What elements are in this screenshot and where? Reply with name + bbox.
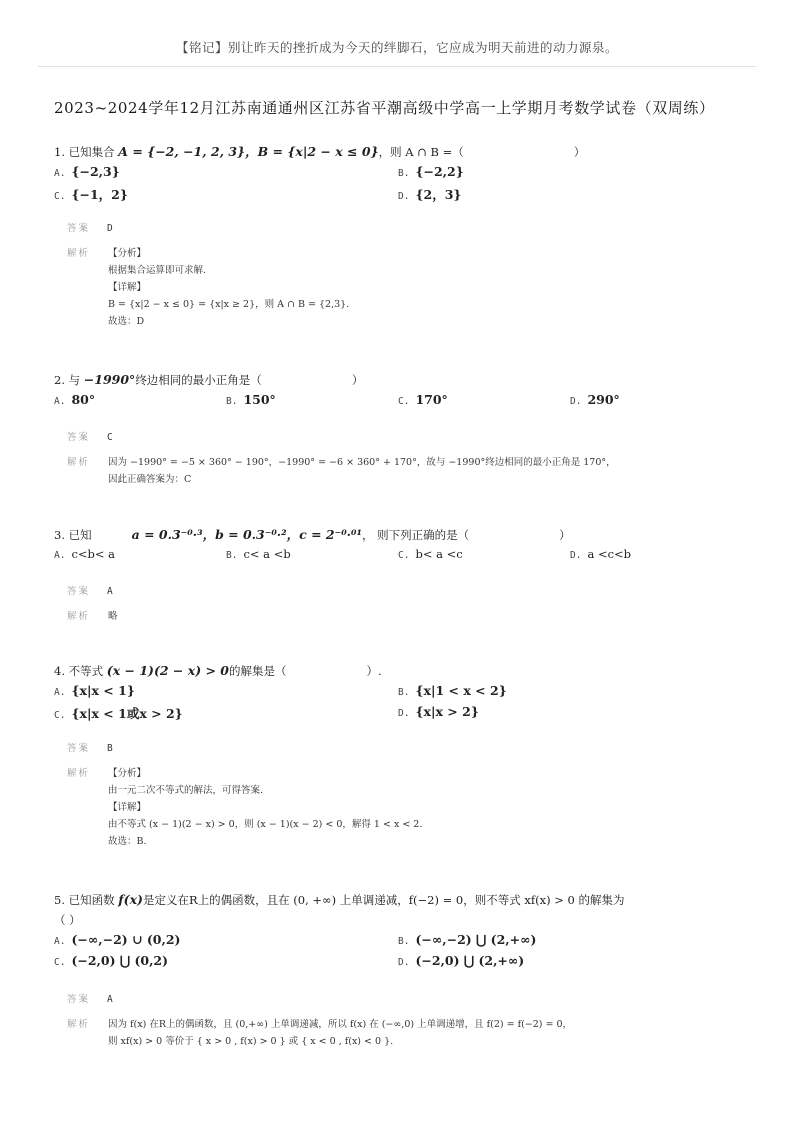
question-3 (54, 526, 754, 568)
options (54, 389, 754, 413)
question-stem: 2. 与 −1990°终边相同的最小正角是（ ） (54, 372, 364, 387)
options (54, 161, 754, 205)
header-divider (38, 66, 756, 67)
question-5: 5. 已知函数 f(x)是定义在R上的偶函数，且在 (0, +∞) 上单调递减，f(−2) = 0，则不等式 xf(x) > 0 的解集为 （ ） A. (−∞,−2) ∪ (0,2) B. (−∞,−2) ⋃ (2,+∞) C. (−2,0) ⋃ (0,2) D. (−2,0) ⋃ (2,+∞) (54, 891, 754, 973)
analysis-2: 解析 因为 −1990° = −5 × 360° − 190°，−1990° = −6 × 360° + 170°，故与 −1990°终边相同的最小正角是 170°， 因此正确答案为：C (67, 457, 616, 485)
options (54, 680, 754, 724)
options (54, 544, 754, 568)
options (54, 929, 754, 973)
option-d[interactable]: D. (−2,0) ⋃ (2,+∞) (398, 953, 525, 968)
option-c[interactable]: C. {−1，2} (54, 187, 128, 202)
option-d[interactable]: D. a <c<b (570, 547, 632, 561)
analysis-3: 解析 略 (67, 611, 118, 622)
option-d[interactable]: D. {x|x > 2} (398, 704, 479, 719)
answer-4: 答案 B (67, 743, 113, 754)
option-a[interactable]: A. {x|x < 1} (54, 683, 135, 698)
motto-header: 【铭记】别让昨天的挫折成为今天的绊脚石，它应成为明天前进的动力源泉。 (175, 40, 618, 55)
option-b[interactable]: B. 150° (226, 392, 276, 407)
question-stem: 5. 已知函数 f(x)是定义在R上的偶函数，且在 (0, +∞) 上单调递减，f(−2) = 0，则不等式 xf(x) > 0 的解集为 (54, 892, 625, 907)
option-a[interactable]: A. 80° (54, 392, 96, 407)
analysis-1: 解析 【分析】 根据集合运算即可求解. 【详解】 B = {x|2 − x ≤ 0} = {x|x ≥ 2}，则 A ∩ B = {2,3}. 故选：D (67, 248, 350, 327)
option-b[interactable]: B. {−2,2} (398, 164, 464, 179)
question-stem: 3. 已知 a = 0.3⁻⁰·³，b = 0.3⁻⁰·²，c = 2⁻⁰·⁰¹， 则下列正确的是（ ） (54, 527, 571, 542)
option-c[interactable]: C. {x|x < 1或x > 2} (54, 706, 183, 721)
option-b[interactable]: B. {x|1 < x < 2} (398, 683, 507, 698)
option-c[interactable]: C. b< a <c (398, 547, 463, 561)
question-2 (54, 371, 754, 413)
answer-2: 答案 C (67, 432, 113, 443)
option-b[interactable]: B. c< a <b (226, 547, 291, 561)
analysis-5: 解析 因为 f(x) 在R上的偶函数，且 (0,+∞) 上单调递减，所以 f(x) 在 (−∞,0) 上单调递增，且 f(2) = f(−2) = 0， 则 xf(x) > 0 等价于 { x > 0 , f(x) > 0 } 或 { x < 0 , f(x) < 0 }. (67, 1019, 573, 1047)
option-a[interactable]: A. (−∞,−2) ∪ (0,2) (54, 932, 181, 947)
question-stem: 1. 已知集合 A = {−2, −1, 2, 3}，B = {x|2 − x ≤ 0}，则 A ∩ B =（ ） (54, 144, 586, 159)
option-a[interactable]: A. {−2,3} (54, 164, 120, 179)
answer-1: 答案 D (67, 223, 113, 234)
question-stem: 4. 不等式 (x − 1)(2 − x) > 0的解集是（ ）. (54, 663, 382, 678)
option-d[interactable]: D. 290° (570, 392, 620, 407)
answer-5: 答案 A (67, 994, 113, 1005)
analysis-4: 解析 【分析】 由一元二次不等式的解法，可得答案. 【详解】 由不等式 (x − 1)(2 − x) > 0，则 (x − 1)(x − 2) < 0，解得 1 < x < 2. 故选：B. (67, 768, 423, 847)
stem-math: A = {−2, −1, 2, 3}，B = {x|2 − x ≤ 0} (118, 144, 379, 159)
question-1 (54, 143, 754, 205)
option-b[interactable]: B. (−∞,−2) ⋃ (2,+∞) (398, 932, 537, 947)
option-d[interactable]: D. {2，3} (398, 187, 462, 202)
question-4 (54, 662, 754, 724)
option-a[interactable]: A. c<b< a (54, 547, 116, 561)
answer-3: 答案 A (67, 586, 113, 597)
option-c[interactable]: C. (−2,0) ⋃ (0,2) (54, 953, 169, 968)
option-c[interactable]: C. 170° (398, 392, 448, 407)
exam-title: 2023~2024学年12月江苏南通通州区江苏省平潮高级中学高一上学期月考数学试卷（双周练） (54, 99, 715, 117)
